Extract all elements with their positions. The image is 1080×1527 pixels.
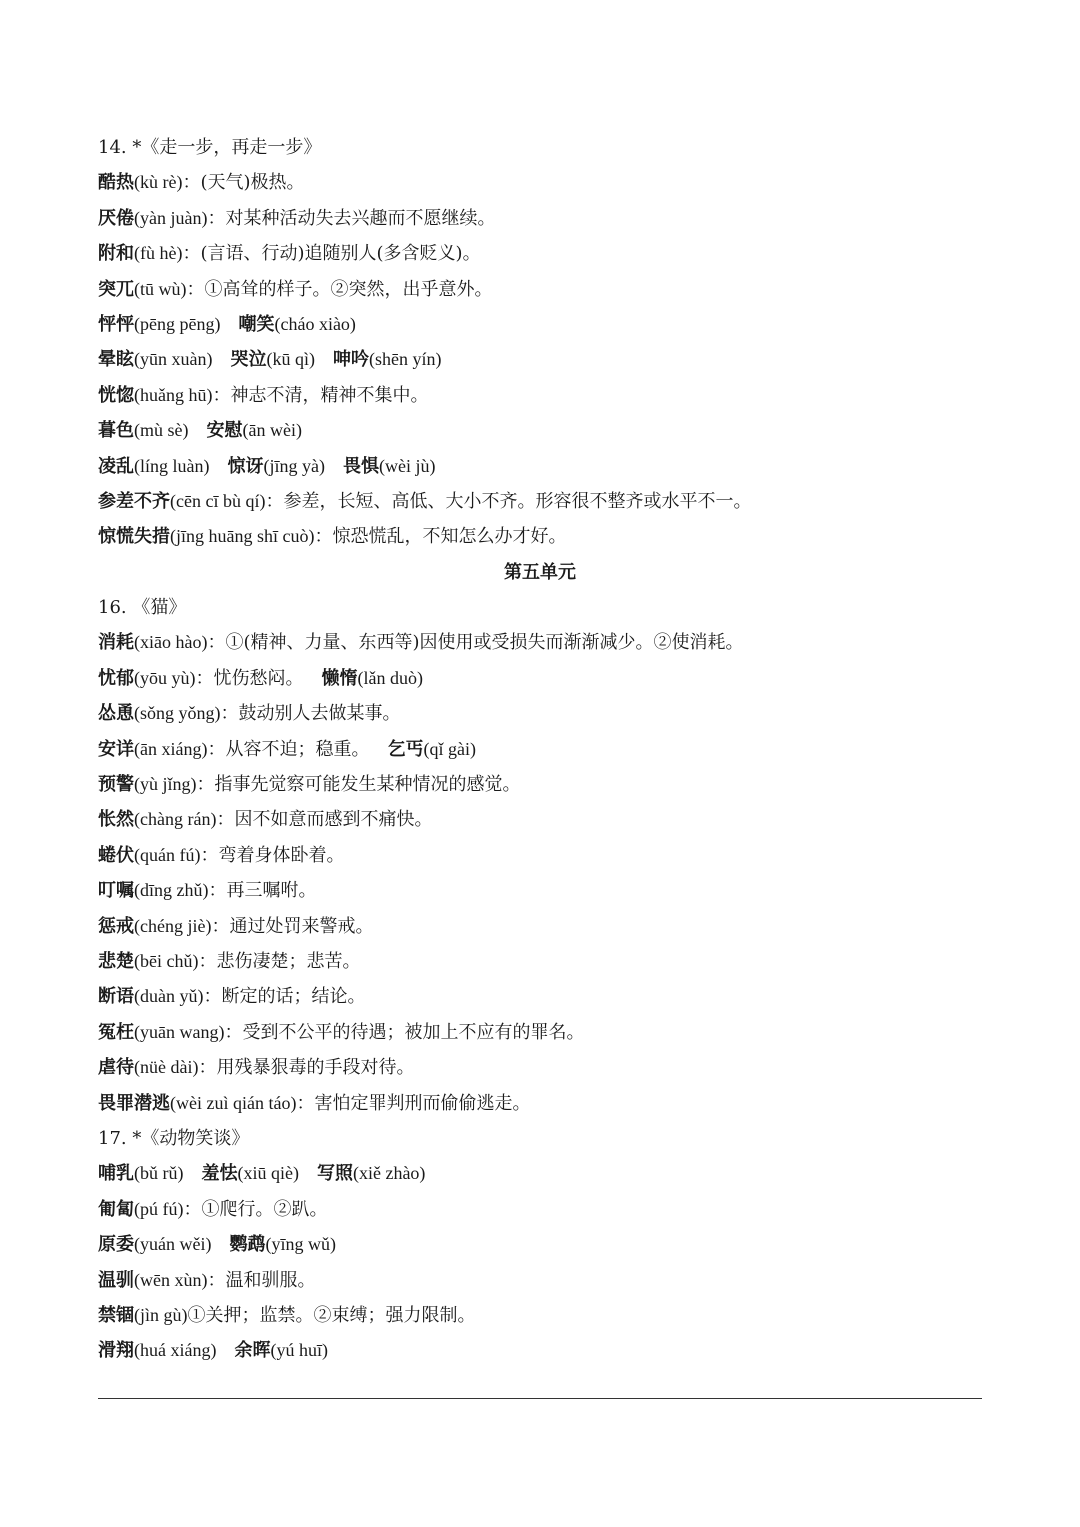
vocab-word: 懒惰 [321, 667, 358, 689]
document-body [98, 130, 982, 1369]
vocab-pinyin: (chéng jiè) [134, 915, 212, 936]
vocab-pinyin: (lǎn duò) [357, 667, 423, 688]
vocab-entry [98, 767, 982, 802]
vocab-word: 附和 [98, 243, 134, 265]
vocab-word: 乞丐 [387, 738, 424, 760]
vocab-entry [98, 201, 982, 236]
vocab-pinyin: (yuán wěi) [134, 1234, 212, 1255]
vocab-pinyin: (pú fú) [134, 1198, 184, 1219]
vocab-definition: ：神志不清，精神不集中。 [212, 384, 429, 406]
vocab-pinyin: (kù rè) [134, 172, 183, 193]
vocab-definition: ：通过处罚来警戒。 [211, 915, 374, 937]
vocab-word: 呻吟 [332, 349, 369, 371]
footer-divider [98, 1398, 982, 1399]
vocab-entry [98, 696, 982, 731]
vocab-word: 参差不齐 [98, 490, 170, 512]
vocab-definition: ：①(精神、力量、东西等)因使用或受损失而渐渐减少。②使消耗。 [207, 632, 744, 654]
vocab-word: 怂恿 [98, 703, 134, 725]
vocab-pinyin: (yù jǐng) [134, 774, 197, 795]
vocab-definition: ①关押；监禁。②束缚；强力限制。 [187, 1304, 476, 1326]
vocab-definition: ：对某种活动失去兴趣而不愿继续。 [207, 207, 496, 229]
vocab-word: 突兀 [98, 278, 134, 300]
vocab-entry [98, 838, 982, 873]
vocab-pinyin: (bǔ rǔ) [134, 1163, 184, 1184]
vocab-word: 安详 [98, 738, 134, 760]
unit-title: 第五单元 [504, 561, 576, 583]
vocab-definition: ：再三嘱咐。 [208, 880, 317, 902]
vocab-definition: ：鼓动别人去做某事。 [220, 703, 401, 725]
vocab-pinyin: (jìn gù) [134, 1304, 188, 1325]
lesson-heading: 14. *《走一步，再走一步》 [98, 137, 322, 158]
vocab-word: 预警 [98, 774, 134, 796]
vocab-pinyin: (huá xiáng) [134, 1340, 217, 1361]
vocab-pinyin: (jīng yà) [263, 455, 325, 476]
vocab-entry [98, 236, 982, 271]
vocab-entry [98, 625, 982, 660]
vocab-entry [98, 1086, 982, 1121]
vocab-pinyin: (cháo xiào) [274, 313, 356, 334]
vocab-word: 酷热 [98, 172, 134, 194]
vocab-pinyin: (kū qì) [266, 349, 315, 370]
vocab-word: 悲楚 [98, 950, 134, 972]
vocab-word: 原委 [98, 1234, 134, 1256]
vocab-entry [98, 944, 982, 979]
vocab-word: 消耗 [98, 632, 134, 654]
vocab-entry [98, 1263, 982, 1298]
vocab-pinyin: (wèi zuì qián táo) [170, 1092, 297, 1113]
vocab-definition: ：弯着身体卧着。 [200, 844, 345, 866]
vocab-word: 哺乳 [98, 1163, 134, 1185]
vocab-entry [98, 1156, 982, 1191]
vocab-entry [98, 342, 982, 377]
vocab-word: 怅然 [98, 809, 134, 831]
vocab-pinyin: (ān xiáng) [134, 738, 208, 759]
vocab-definition: ：(天气)极热。 [182, 172, 305, 194]
vocab-entry [98, 1015, 982, 1050]
vocab-word: 安慰 [206, 420, 243, 442]
vocab-pinyin: (chàng rán) [134, 809, 217, 830]
vocab-word: 匍匐 [98, 1198, 134, 1220]
vocab-pinyin: (tū wù) [134, 278, 187, 299]
vocab-word: 断语 [98, 986, 134, 1008]
vocab-entry [98, 449, 982, 484]
vocab-definition: ：指事先觉察可能发生某种情况的感觉。 [196, 774, 521, 796]
vocab-pinyin: (yīng wǔ) [265, 1234, 336, 1255]
vocab-pinyin: (pēng pēng) [134, 313, 221, 334]
vocab-definition: ：断定的话；结论。 [203, 986, 366, 1008]
vocab-word: 羞怯 [201, 1163, 238, 1185]
vocab-word: 叮嘱 [98, 880, 134, 902]
vocab-word: 惊讶 [227, 455, 264, 477]
vocab-pinyin: (xiū qiè) [237, 1163, 299, 1184]
vocab-entry [98, 1227, 982, 1262]
vocab-word: 余晖 [234, 1340, 271, 1362]
vocab-word: 厌倦 [98, 207, 134, 229]
vocab-word: 禁锢 [98, 1304, 134, 1326]
vocab-pinyin: (mù sè) [134, 420, 189, 441]
vocab-word: 温驯 [98, 1269, 134, 1291]
vocab-pinyin: (quán fú) [134, 844, 201, 865]
vocab-entry [98, 1192, 982, 1227]
vocab-pinyin: (bēi chǔ) [134, 950, 199, 971]
vocab-pinyin: (ān wèi) [242, 420, 302, 441]
vocab-definition: ：忧伤愁闷。 [195, 667, 304, 689]
vocab-word: 凌乱 [98, 455, 134, 477]
vocab-pinyin: (cēn cī bù qí) [170, 490, 266, 511]
vocab-definition: ：害怕定罪判刑而偷偷逃走。 [296, 1092, 531, 1114]
vocab-entry [98, 484, 982, 519]
lesson-heading: 16. 《猫》 [98, 597, 187, 619]
vocab-entry [98, 909, 982, 944]
vocab-word: 嘲笑 [238, 313, 275, 335]
vocab-pinyin: (líng luàn) [134, 455, 210, 476]
vocab-pinyin: (yūn xuàn) [134, 349, 213, 370]
vocab-word: 忧郁 [98, 667, 134, 689]
vocab-entry [98, 661, 982, 696]
vocab-entry [98, 873, 982, 908]
vocab-pinyin: (wèi jù) [378, 455, 436, 476]
vocab-word: 蜷伏 [98, 844, 134, 866]
vocab-definition: ：(言语、行动)追随别人(多含贬义)。 [182, 243, 481, 265]
vocab-word: 惩戒 [98, 915, 134, 937]
lesson-heading: 17. *《动物笑谈》 [98, 1127, 250, 1149]
vocab-word: 晕眩 [98, 349, 134, 371]
vocab-pinyin: (huǎng hū) [134, 384, 213, 405]
vocab-entry [98, 519, 982, 554]
vocab-entry [98, 1298, 982, 1333]
vocab-pinyin: (duàn yǔ) [134, 986, 204, 1007]
vocab-word: 虐待 [98, 1057, 134, 1079]
vocab-word: 恍惚 [98, 384, 134, 406]
vocab-word: 滑翔 [98, 1340, 134, 1362]
vocab-entry [98, 413, 982, 448]
vocab-pinyin: (xiě zhào) [352, 1163, 426, 1184]
vocab-entry [98, 307, 982, 342]
vocab-pinyin: (dīng zhǔ) [134, 880, 209, 901]
vocab-definition: ：①爬行。②趴。 [183, 1198, 328, 1220]
vocab-word: 鹦鹉 [229, 1234, 266, 1256]
vocab-definition: ：①高耸的样子。②突然，出乎意外。 [186, 278, 493, 300]
vocab-entry [98, 378, 982, 413]
vocab-definition: ：用残暴狠毒的手段对待。 [198, 1057, 415, 1079]
vocab-word: 冤枉 [98, 1021, 134, 1043]
vocab-pinyin: (yú huī) [270, 1340, 328, 1361]
vocab-word: 写照 [316, 1163, 353, 1185]
vocab-pinyin: (fù hè) [134, 243, 183, 264]
vocab-word: 暮色 [98, 420, 134, 442]
vocab-pinyin: (nüè dài) [134, 1057, 199, 1078]
vocab-pinyin: (sǒng yǒng) [134, 703, 221, 724]
vocab-word: 畏惧 [342, 455, 379, 477]
vocab-entry [98, 802, 982, 837]
vocab-definition: ：从容不迫；稳重。 [207, 738, 370, 760]
vocab-entry [98, 732, 982, 767]
vocab-pinyin: (xiāo hào) [134, 632, 208, 653]
vocab-definition: ：悲伤凄楚；悲苦。 [198, 950, 361, 972]
vocab-pinyin: (yuān wang) [134, 1021, 225, 1042]
vocab-definition: ：因不如意而感到不痛快。 [216, 809, 433, 831]
vocab-entry [98, 1050, 982, 1085]
vocab-pinyin: (jīng huāng shī cuò) [170, 526, 315, 547]
vocab-pinyin: (yōu yù) [134, 667, 196, 688]
vocab-definition: ：温和驯服。 [207, 1269, 316, 1291]
vocab-word: 畏罪潜逃 [98, 1092, 170, 1114]
vocab-word: 哭泣 [230, 349, 267, 371]
vocab-entry [98, 165, 982, 200]
vocab-pinyin: (shēn yín) [368, 349, 442, 370]
vocab-pinyin: (wēn xùn) [134, 1269, 208, 1290]
vocab-entry [98, 979, 982, 1014]
vocab-definition: ：受到不公平的待遇；被加上不应有的罪名。 [224, 1021, 585, 1043]
vocab-word: 惊慌失措 [98, 526, 170, 548]
vocab-entry [98, 1333, 982, 1368]
vocab-pinyin: (yàn juàn) [134, 207, 208, 228]
vocab-definition: ：参差，长短、高低、大小不齐。形容很不整齐或水平不一。 [265, 490, 752, 512]
vocab-definition: ：惊恐慌乱，不知怎么办才好。 [314, 526, 567, 548]
vocab-entry [98, 272, 982, 307]
vocab-word: 怦怦 [98, 313, 134, 335]
vocab-pinyin: (qǐ gài) [423, 738, 476, 759]
